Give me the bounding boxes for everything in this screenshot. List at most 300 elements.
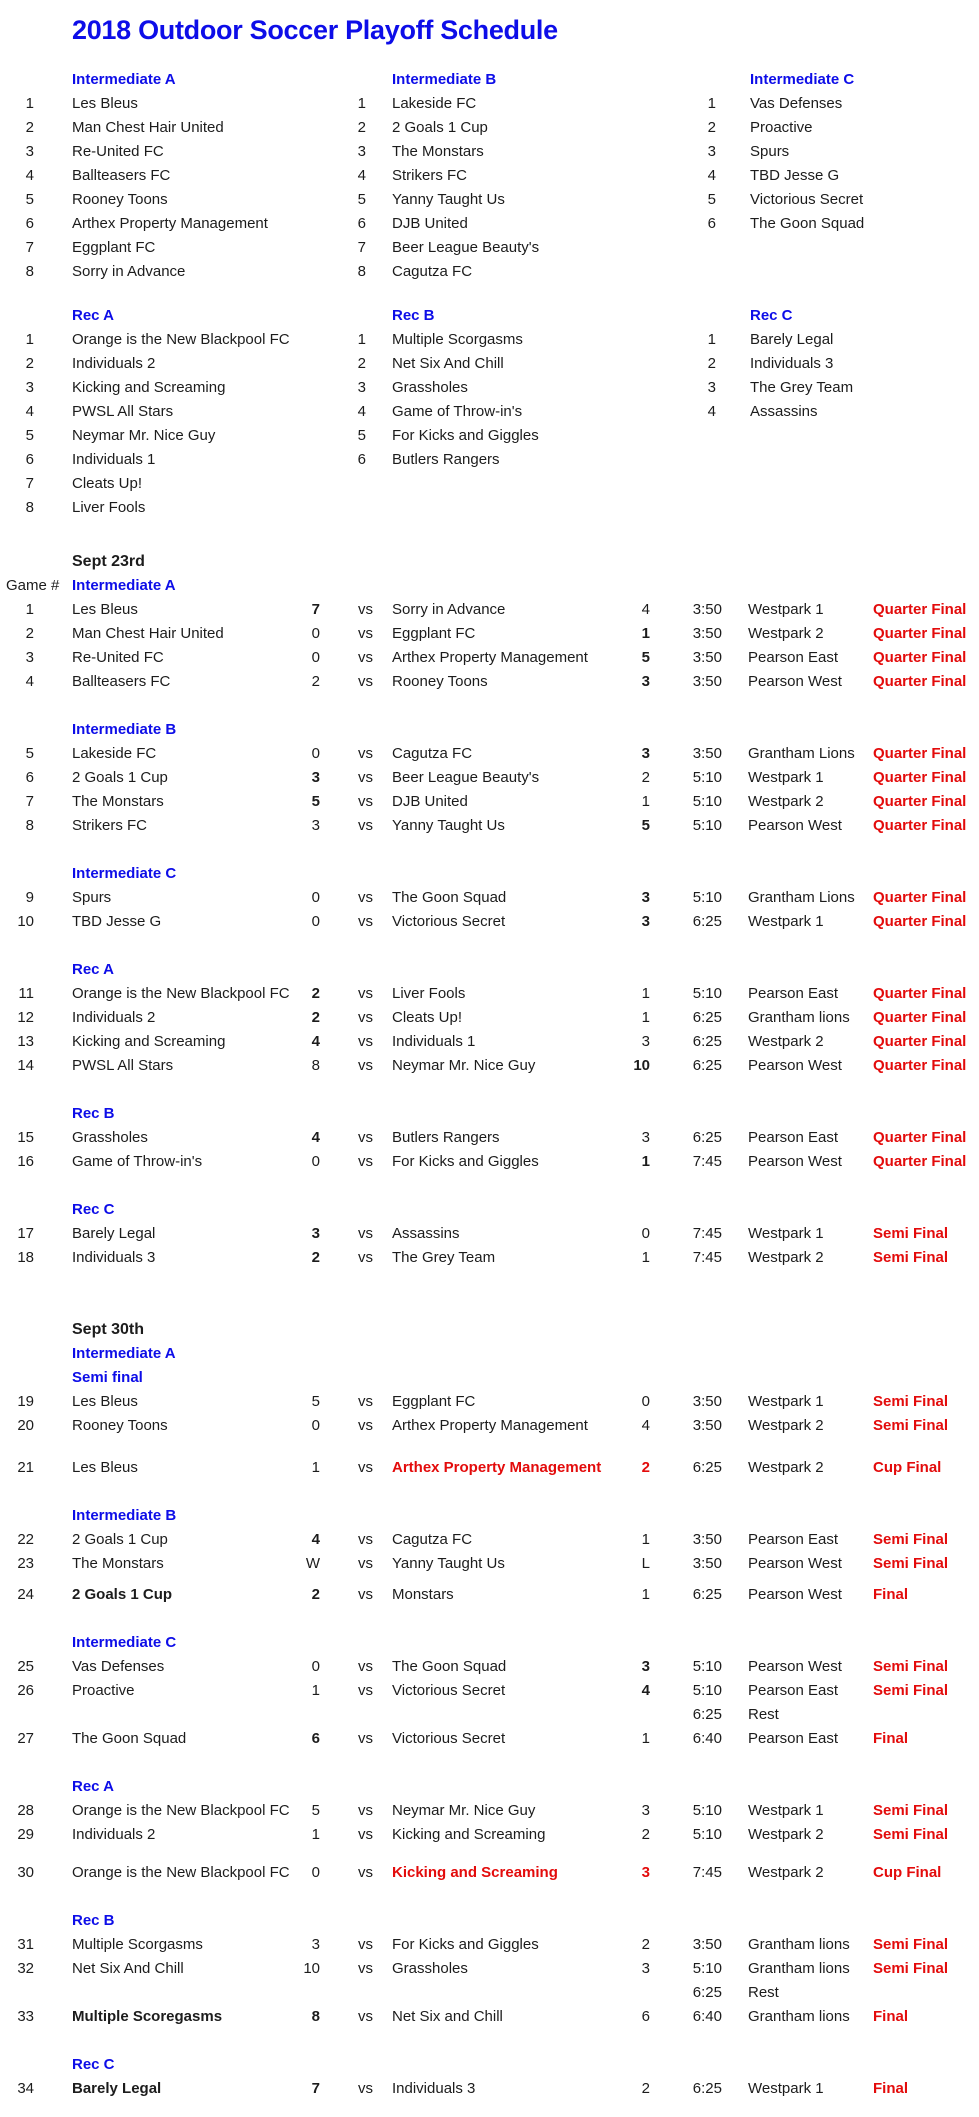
- spacer-cell: [0, 68, 40, 92]
- game-time: 3:50: [692, 625, 722, 642]
- home-score: W: [305, 1555, 320, 1572]
- team-number: 3: [707, 143, 716, 160]
- vs-label: vs: [358, 1057, 373, 1074]
- venue: Pearson West: [748, 1586, 842, 1603]
- division-heading: Intermediate B: [72, 1507, 177, 1524]
- home-team: Multiple Scoregasms: [72, 2008, 223, 2025]
- team-number: 7: [25, 239, 34, 256]
- venue: Pearson East: [748, 1730, 839, 1747]
- away-team: Kicking and Screaming: [392, 1826, 546, 1843]
- vs-label: vs: [358, 1826, 373, 1843]
- team-number: 2: [707, 119, 716, 136]
- home-score: 2: [311, 1009, 320, 1026]
- round-label: Quarter Final: [873, 793, 967, 810]
- home-score: 0: [311, 913, 320, 930]
- row-spacer: [0, 1576, 979, 1583]
- game-row: [0, 2077, 979, 2101]
- team-name: Neymar Mr. Nice Guy: [72, 427, 216, 444]
- game-number: 27: [17, 1730, 34, 1747]
- home-score: 6: [311, 1730, 320, 1747]
- game-row: [0, 1823, 979, 1847]
- team-name: Cleats Up!: [72, 475, 143, 492]
- team-name: [722, 448, 979, 472]
- team-number: 6: [357, 215, 366, 232]
- division-heading: Rec A: [72, 961, 114, 978]
- away-score: 3: [641, 1658, 650, 1675]
- team-number: 4: [707, 167, 716, 184]
- round-label: Semi Final: [873, 1417, 949, 1434]
- away-score: 1: [641, 1009, 650, 1026]
- vs-label: [322, 1981, 392, 2005]
- game-row: [0, 1957, 979, 1981]
- home-team: Orange is the New Blackpool FC: [72, 985, 290, 1002]
- game-row: [0, 1933, 979, 1957]
- game-time: 7:45: [692, 1153, 722, 1170]
- team-name: 2 Goals 1 Cup: [392, 119, 488, 136]
- venue: Grantham lions: [748, 1936, 850, 1953]
- game-number: 29: [17, 1826, 34, 1843]
- spacer-cell: [320, 68, 372, 92]
- game-time: 6:40: [692, 2008, 722, 2025]
- division-heading: Intermediate A: [72, 71, 176, 88]
- away-score: 2: [641, 769, 650, 786]
- vs-label: vs: [358, 1864, 373, 1881]
- team-number: 3: [25, 379, 34, 396]
- venue: Rest: [748, 1984, 779, 2001]
- division-heading: Rec C: [750, 307, 793, 324]
- team-name: Assassins: [750, 403, 818, 420]
- home-score: 0: [311, 1153, 320, 1170]
- game-number: [0, 1703, 40, 1727]
- game-time: 5:10: [692, 985, 722, 1002]
- schedule-section: [0, 862, 979, 934]
- section-heading-row: [0, 574, 979, 598]
- game-number: 16: [17, 1153, 34, 1170]
- home-score: 2: [311, 985, 320, 1002]
- game-number: 12: [17, 1009, 34, 1026]
- home-team: Orange is the New Blackpool FC: [72, 1864, 290, 1881]
- game-number: 7: [25, 793, 34, 810]
- round-label: Quarter Final: [873, 601, 967, 618]
- division-heading: Intermediate B: [72, 721, 177, 738]
- game-number: 9: [25, 889, 34, 906]
- spacer-cell: [682, 68, 722, 92]
- home-team: Spurs: [72, 889, 112, 906]
- team-name: Vas Defenses: [750, 95, 843, 112]
- vs-label: vs: [358, 1555, 373, 1572]
- home-score: 3: [311, 1225, 320, 1242]
- home-score: [292, 1703, 322, 1727]
- team-number: [682, 260, 722, 284]
- home-team: PWSL All Stars: [72, 1057, 174, 1074]
- rest-row: [0, 1981, 979, 2005]
- away-team: Assassins: [392, 1225, 460, 1242]
- home-team: Strikers FC: [72, 817, 147, 834]
- away-score: 0: [641, 1225, 650, 1242]
- vs-label: [322, 1703, 392, 1727]
- roster-row: [0, 164, 979, 188]
- away-team: Cagutza FC: [392, 1531, 473, 1548]
- game-time: 6:25: [692, 1706, 722, 1723]
- team-number: [682, 448, 722, 472]
- game-time: 5:10: [692, 769, 722, 786]
- section-heading-row: [0, 1775, 979, 1799]
- team-name: TBD Jesse G: [750, 167, 840, 184]
- section-heading-row: [0, 1198, 979, 1222]
- game-time: 6:25: [692, 913, 722, 930]
- home-score: 1: [311, 1682, 320, 1699]
- round-label: Final: [873, 1586, 909, 1603]
- game-row: [0, 982, 979, 1006]
- round-label: Final: [873, 2080, 909, 2097]
- game-row: [0, 1126, 979, 1150]
- game-number: 21: [17, 1459, 34, 1476]
- round-label: Final: [873, 2008, 909, 2025]
- game-row: [0, 1456, 979, 1480]
- away-score: 3: [641, 913, 650, 930]
- away-team: Yanny Taught Us: [392, 1555, 505, 1572]
- home-score: 0: [311, 1417, 320, 1434]
- away-team: The Goon Squad: [392, 1658, 507, 1675]
- away-team: Beer League Beauty's: [392, 769, 540, 786]
- spacer-cell: [320, 304, 372, 328]
- round-label: Quarter Final: [873, 745, 967, 762]
- away-score: 3: [641, 1129, 650, 1146]
- away-team: [392, 1981, 622, 2005]
- away-score: 0: [641, 1393, 650, 1410]
- game-number: 2: [25, 625, 34, 642]
- round-subheading-row: [0, 1366, 979, 1390]
- round-label: Quarter Final: [873, 769, 967, 786]
- away-team: [392, 1703, 622, 1727]
- venue: Pearson West: [748, 1057, 842, 1074]
- round-label: Semi Final: [873, 1960, 949, 1977]
- game-row: [0, 790, 979, 814]
- game-row: [0, 1528, 979, 1552]
- away-team: Arthex Property Management: [392, 1459, 602, 1476]
- roster-row: [0, 140, 979, 164]
- team-name: Barely Legal: [750, 331, 834, 348]
- schedule-section: [0, 1775, 979, 1885]
- home-score: 0: [311, 889, 320, 906]
- vs-label: vs: [358, 1531, 373, 1548]
- roster-row: [0, 92, 979, 116]
- game-schedule: [0, 550, 979, 2101]
- game-time: 5:10: [692, 1658, 722, 1675]
- game-row: [0, 1390, 979, 1414]
- venue: Westpark 1: [748, 601, 824, 618]
- team-name: The Monstars: [392, 143, 484, 160]
- game-time: 5:10: [692, 1960, 722, 1977]
- roster-row: [0, 400, 979, 424]
- game-row: [0, 814, 979, 838]
- team-name: Liver Fools: [72, 499, 146, 516]
- round-label: Final: [873, 1730, 909, 1747]
- home-team: The Monstars: [72, 793, 164, 810]
- team-name: Victorious Secret: [750, 191, 864, 208]
- team-name: Strikers FC: [392, 167, 467, 184]
- team-name: DJB United: [392, 215, 468, 232]
- home-team: TBD Jesse G: [72, 913, 162, 930]
- game-row: [0, 1552, 979, 1576]
- vs-label: vs: [358, 769, 373, 786]
- away-score: 4: [641, 1417, 650, 1434]
- away-score: 1: [641, 1586, 650, 1603]
- vs-label: vs: [358, 1586, 373, 1603]
- home-score: [292, 1981, 322, 2005]
- game-number: 25: [17, 1658, 34, 1675]
- team-number: 5: [25, 191, 34, 208]
- venue: Pearson East: [748, 1682, 839, 1699]
- round-label: Semi Final: [873, 1531, 949, 1548]
- venue: Westpark 2: [748, 625, 824, 642]
- home-score: 7: [311, 601, 320, 618]
- round-label: Quarter Final: [873, 889, 967, 906]
- away-score: 2: [641, 1936, 650, 1953]
- team-number: 1: [25, 331, 34, 348]
- roster-row: [0, 448, 979, 472]
- vs-label: vs: [358, 889, 373, 906]
- home-team: Les Bleus: [72, 1393, 138, 1410]
- away-score: 5: [641, 649, 650, 666]
- venue: Grantham lions: [748, 1009, 850, 1026]
- game-row: [0, 1727, 979, 1751]
- schedule-section: [0, 718, 979, 838]
- game-row: [0, 1679, 979, 1703]
- team-name: Les Bleus: [72, 95, 138, 112]
- vs-label: vs: [358, 1459, 373, 1476]
- game-row: [0, 766, 979, 790]
- venue: Westpark 2: [748, 793, 824, 810]
- round-subheading: Semi final: [72, 1369, 143, 1386]
- home-team: [40, 1981, 292, 2005]
- roster-row: [0, 116, 979, 140]
- round-label: Semi Final: [873, 1826, 949, 1843]
- team-name: [722, 260, 979, 284]
- round-label: Quarter Final: [873, 649, 967, 666]
- vs-label: vs: [358, 1249, 373, 1266]
- home-score: 7: [311, 2080, 320, 2097]
- round-label: Semi Final: [873, 1555, 949, 1572]
- vs-label: vs: [358, 2008, 373, 2025]
- division-heading: Rec C: [72, 2056, 115, 2073]
- vs-label: vs: [358, 1129, 373, 1146]
- game-time: 3:50: [692, 1531, 722, 1548]
- home-score: 4: [311, 1129, 320, 1146]
- team-name: Ballteasers FC: [72, 167, 171, 184]
- home-team: Individuals 2: [72, 1009, 156, 1026]
- game-time: 7:45: [692, 1864, 722, 1881]
- page-title: 2018 Outdoor Soccer Playoff Schedule: [72, 15, 558, 45]
- away-score: 3: [641, 1864, 650, 1881]
- venue: Westpark 2: [748, 1033, 824, 1050]
- game-time: 5:10: [692, 793, 722, 810]
- home-score: 1: [311, 1459, 320, 1476]
- home-team: Kicking and Screaming: [72, 1033, 226, 1050]
- team-number: 7: [357, 239, 366, 256]
- game-number: 18: [17, 1249, 34, 1266]
- game-time: 5:10: [692, 817, 722, 834]
- venue: Grantham Lions: [748, 745, 855, 762]
- row-spacer: [0, 1847, 979, 1861]
- team-name: Re-United FC: [72, 143, 164, 160]
- round-label: Quarter Final: [873, 1129, 967, 1146]
- vs-label: vs: [358, 1960, 373, 1977]
- vs-label: vs: [358, 985, 373, 1002]
- round-label: Quarter Final: [873, 1033, 967, 1050]
- game-number: 20: [17, 1417, 34, 1434]
- team-number: 5: [357, 191, 366, 208]
- game-number: 34: [17, 2080, 34, 2097]
- game-number: 4: [25, 673, 34, 690]
- round-label: Semi Final: [873, 1393, 949, 1410]
- section-heading-row: [0, 1342, 979, 1366]
- game-time: 6:25: [692, 1033, 722, 1050]
- home-team: Grassholes: [72, 1129, 148, 1146]
- away-team: Arthex Property Management: [392, 1417, 588, 1434]
- away-score: 4: [641, 1682, 650, 1699]
- game-row: [0, 1414, 979, 1438]
- away-team: Individuals 3: [392, 2080, 476, 2097]
- home-score: 4: [311, 1033, 320, 1050]
- away-score: 3: [641, 745, 650, 762]
- away-team: The Grey Team: [392, 1249, 496, 1266]
- home-score: 10: [303, 1960, 320, 1977]
- team-number: 2: [357, 119, 366, 136]
- vs-label: vs: [358, 793, 373, 810]
- game-number: 19: [17, 1393, 34, 1410]
- away-score: [622, 1981, 652, 2005]
- game-row: [0, 1799, 979, 1823]
- team-number: 3: [357, 143, 366, 160]
- roster-row: [0, 472, 979, 496]
- round-label: [873, 1981, 979, 2005]
- game-number: 5: [25, 745, 34, 762]
- away-team: Cagutza FC: [392, 745, 473, 762]
- home-team: 2 Goals 1 Cup: [72, 1531, 168, 1548]
- away-team: For Kicks and Giggles: [392, 1153, 539, 1170]
- venue: Westpark 1: [748, 1802, 824, 1819]
- home-team: 2 Goals 1 Cup: [72, 1586, 173, 1603]
- away-team: The Goon Squad: [392, 889, 507, 906]
- home-team: Individuals 2: [72, 1826, 156, 1843]
- round-label: Semi Final: [873, 1658, 949, 1675]
- venue: Westpark 1: [748, 1225, 824, 1242]
- division-heading: Intermediate C: [750, 71, 855, 88]
- away-score: 2: [641, 1459, 650, 1476]
- team-name: Individuals 1: [72, 451, 156, 468]
- vs-label: vs: [358, 1658, 373, 1675]
- home-score: 5: [311, 1802, 320, 1819]
- team-number: [682, 424, 722, 448]
- team-number: 7: [25, 475, 34, 492]
- team-name: Man Chest Hair United: [72, 119, 224, 136]
- team-number: 3: [25, 143, 34, 160]
- team-number: 8: [357, 263, 366, 280]
- home-team: Barely Legal: [72, 1225, 156, 1242]
- venue: Westpark 2: [748, 1459, 824, 1476]
- team-name: Kicking and Screaming: [72, 379, 226, 396]
- vs-label: vs: [358, 817, 373, 834]
- away-score: 1: [641, 985, 650, 1002]
- game-number: 22: [17, 1531, 34, 1548]
- game-row: [0, 910, 979, 934]
- team-name: [372, 496, 682, 520]
- team-name: Proactive: [750, 119, 813, 136]
- game-row: [0, 2005, 979, 2029]
- game-row: [0, 670, 979, 694]
- home-score: 4: [311, 1531, 320, 1548]
- game-row: [0, 1150, 979, 1174]
- team-name: Lakeside FC: [392, 95, 477, 112]
- away-score: 1: [641, 1730, 650, 1747]
- division-heading: Rec B: [72, 1105, 115, 1122]
- home-team: Re-United FC: [72, 649, 164, 666]
- game-time: 6:25: [692, 1984, 722, 2001]
- game-time: 5:10: [692, 1682, 722, 1699]
- home-score: 8: [311, 1057, 320, 1074]
- game-number: 30: [17, 1864, 34, 1881]
- section-heading-row: [0, 718, 979, 742]
- game-time: 3:50: [692, 601, 722, 618]
- game-row: [0, 1006, 979, 1030]
- away-score: 3: [641, 673, 650, 690]
- team-name: The Grey Team: [750, 379, 854, 396]
- home-team: Individuals 3: [72, 1249, 156, 1266]
- division-heading: Rec C: [72, 1201, 115, 1218]
- game-number: 8: [25, 817, 34, 834]
- vs-label: vs: [358, 673, 373, 690]
- team-name: Beer League Beauty's: [392, 239, 540, 256]
- away-team: Victorious Secret: [392, 913, 506, 930]
- division-heading: Rec A: [72, 1778, 114, 1795]
- away-team: Kicking and Screaming: [392, 1864, 558, 1881]
- team-name: Rooney Toons: [72, 191, 168, 208]
- section-heading-row: [0, 958, 979, 982]
- game-row: [0, 1861, 979, 1885]
- venue: Grantham Lions: [748, 889, 855, 906]
- away-score: L: [641, 1555, 650, 1572]
- home-score: 3: [311, 817, 320, 834]
- round-label: Semi Final: [873, 1936, 949, 1953]
- team-number: 4: [357, 167, 366, 184]
- venue: Westpark 2: [748, 1826, 824, 1843]
- spacer-cell: [0, 304, 40, 328]
- team-name: Spurs: [750, 143, 790, 160]
- vs-label: vs: [358, 1682, 373, 1699]
- section-heading-row: [0, 1631, 979, 1655]
- round-label: Quarter Final: [873, 817, 967, 834]
- section-heading-row: [0, 1102, 979, 1126]
- game-time: 3:50: [692, 649, 722, 666]
- team-number: 4: [707, 403, 716, 420]
- game-time: 6:40: [692, 1730, 722, 1747]
- away-score: 10: [633, 1057, 650, 1074]
- home-team: Orange is the New Blackpool FC: [72, 1802, 290, 1819]
- team-number: 6: [357, 451, 366, 468]
- date-label: Sept 30th: [72, 1321, 145, 1338]
- vs-label: vs: [358, 1393, 373, 1410]
- away-score: [622, 1703, 652, 1727]
- away-score: 2: [641, 2080, 650, 2097]
- division-heading: Intermediate A: [72, 1345, 176, 1362]
- home-team: Les Bleus: [72, 601, 138, 618]
- game-time: 6:25: [692, 1057, 722, 1074]
- game-number: [0, 1981, 40, 2005]
- team-number: 5: [357, 427, 366, 444]
- game-time: 6:25: [692, 1129, 722, 1146]
- home-score: 3: [311, 769, 320, 786]
